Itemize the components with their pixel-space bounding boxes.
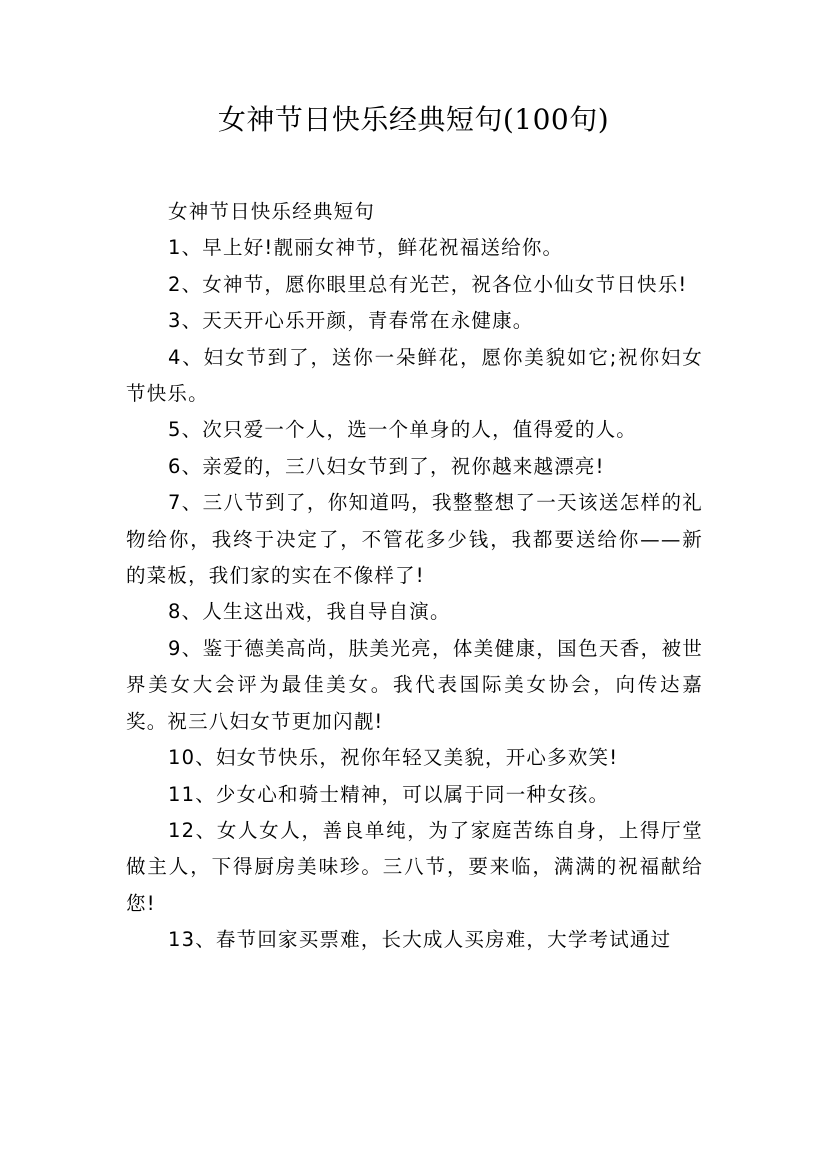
document-title: 女神节日快乐经典短句(100句) [217, 103, 610, 136]
paragraph-item: 12、女人女人，善良单纯，为了家庭苦练自身，上得厅堂做主人，下得厨房美味珍。三八节，要来临，满满的祝福献给您! [126, 818, 703, 915]
paragraph-item: 13、春节回家买票难，长大成人买房难，大学考试通过 [168, 928, 672, 952]
document-body [126, 194, 703, 959]
paragraph-item: 9、鉴于德美高尚，肤美光亮，体美健康，国色天香，被世界美女大会评为最佳美女。我代表国际美女协会，向传达嘉奖。祝三八妇女节更加闪靓! [126, 636, 703, 733]
paragraph-item: 2、女神节，愿你眼里总有光芒，祝各位小仙女节日快乐! [168, 272, 688, 296]
paragraph-item: 10、妇女节快乐，祝你年轻又美貌，开心多欢笑! [168, 746, 619, 770]
paragraph-item: 11、少女心和骑士精神，可以属于同一种女孩。 [168, 782, 610, 806]
paragraph-item: 8、人生这出戏，我自导自演。 [168, 600, 451, 624]
paragraph-heading: 女神节日快乐经典短句 [168, 200, 376, 223]
paragraph-item: 3、天天开心乐开颜，青春常在永健康。 [168, 309, 534, 333]
paragraph-item: 5、次只爱一个人，选一个单身的人，值得爱的人。 [168, 418, 638, 442]
paragraph-item: 4、妇女节到了，送你一朵鲜花，愿你美貌如它;祝你妇女节快乐。 [126, 345, 703, 406]
paragraph-item: 6、亲爱的，三八妇女节到了，祝你越来越漂亮! [168, 454, 605, 478]
paragraph-item: 1、早上好!靓丽女神节，鲜花祝福送给你。 [168, 236, 564, 260]
paragraph-item: 7、三八节到了，你知道吗，我整整想了一天该送怎样的礼物给你，我终于决定了，不管花多少钱，我都要送给你——新的菜板，我们家的实在不像样了! [126, 491, 703, 588]
